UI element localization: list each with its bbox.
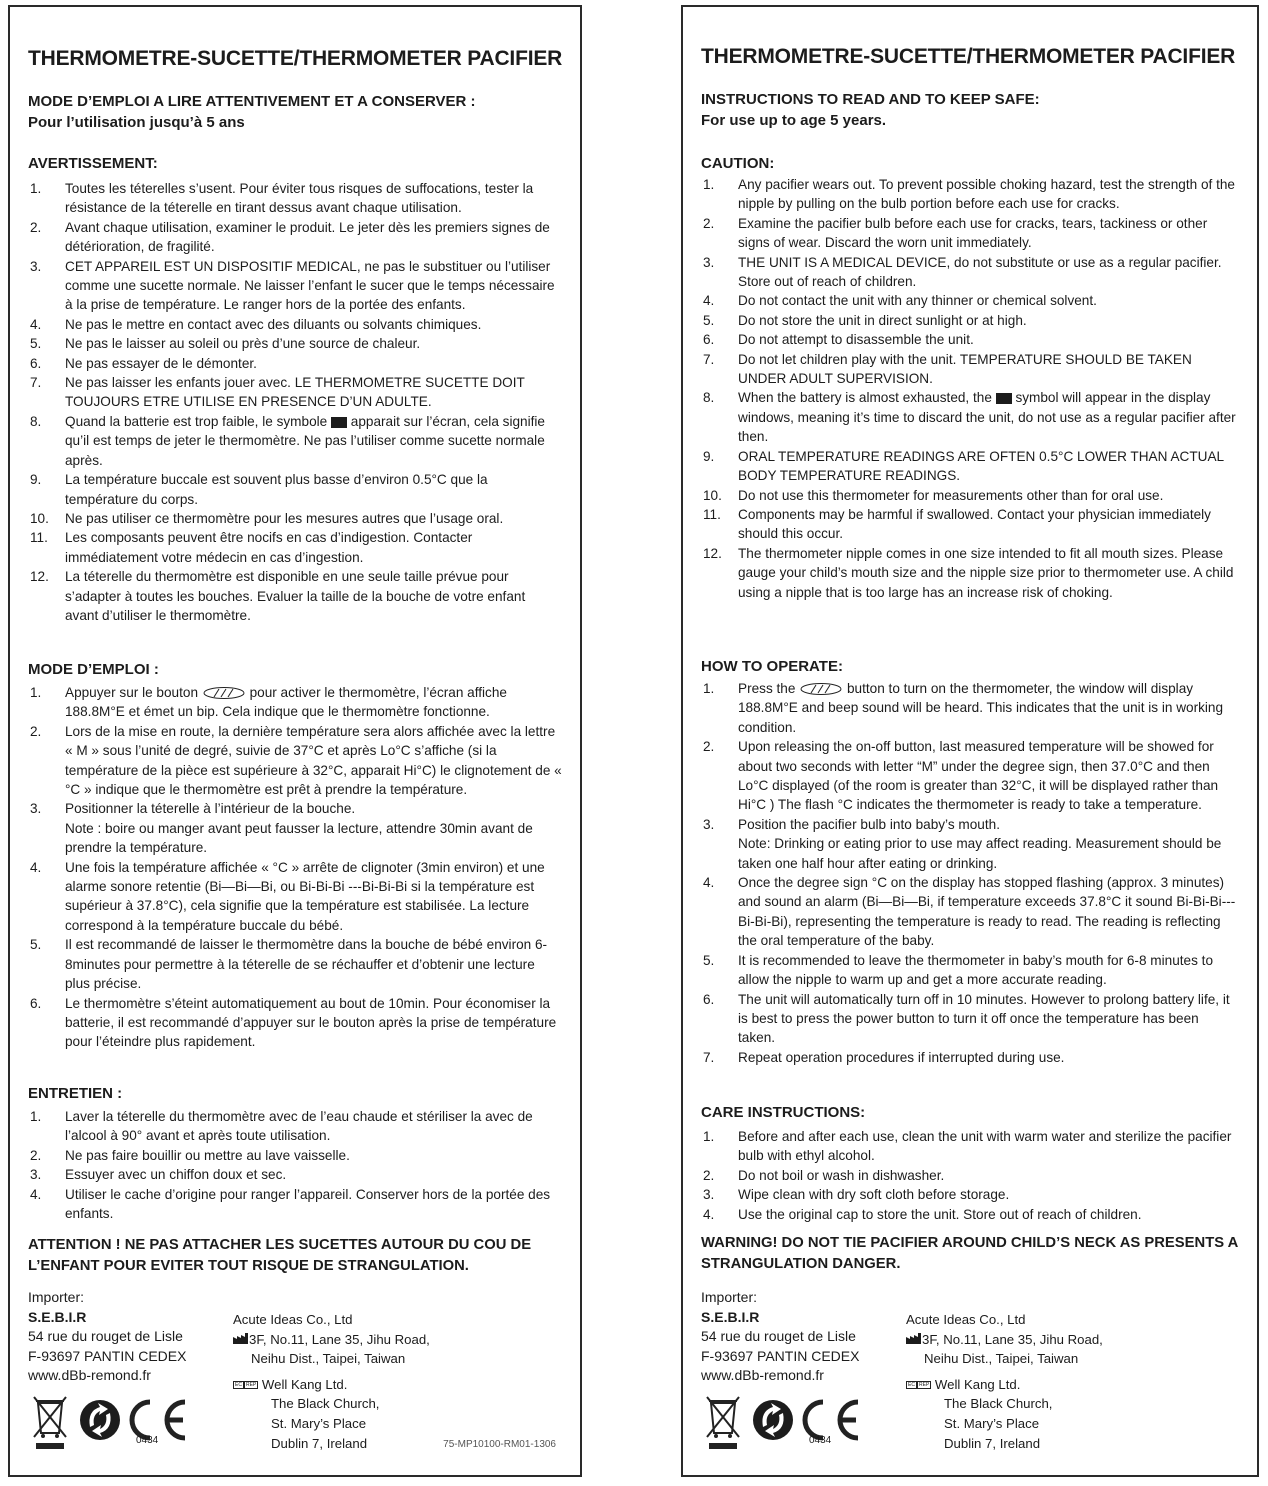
manufacturer-address: Neihu Dist., Taipei, Taiwan bbox=[251, 1351, 406, 1367]
operate-list bbox=[701, 679, 1239, 1067]
list-item: 2. Do not boil or wash in dishwasher. bbox=[703, 1167, 945, 1183]
list-item: 4. Do not contact the unit with any thinner or chemical solvent. bbox=[703, 293, 1097, 309]
regulatory-icons bbox=[32, 1393, 192, 1453]
list-item: 9. La température buccale est souvent plus basse d’environ 0.5°C que la température du corps. bbox=[30, 472, 488, 507]
list-item: 1. Toutes les téterelles s’usent. Pour éviter tous risques de suffocations, tester la résistance de la téterelle en tirant dessus avant chaque utilisation. bbox=[30, 181, 534, 216]
ec-rep-name: Well Kang Ltd. bbox=[261, 1376, 348, 1392]
list-item: 12. The thermometer nipple comes in one size intended to fit all mouth sizes. Please gauge your child’s mouth size and the nipple size prior to thermometer use. A child using a nipple that is too large has an increase risk of choking. bbox=[703, 545, 1234, 600]
left-panel-french bbox=[8, 5, 582, 1477]
list-item: 2. Examine the pacifier bulb before each use for cracks, tears, tackiness or other signs of wear. Discard the worn unit immediately. bbox=[703, 215, 1208, 251]
list-item: 3. Essuyer avec un chiffon doux et sec. bbox=[30, 1167, 287, 1183]
list-item: 6. The unit will automatically turn off in 10 minutes. However to prolong battery life, it is best to press the power button to turn it off once the temperature has been taken. bbox=[703, 991, 1230, 1046]
intro-line: MODE D’EMPLOI A LIRE ATTENTIVEMENT ET A CONSERVER : bbox=[28, 93, 476, 110]
manufacturer-icon bbox=[906, 1333, 922, 1344]
list-item: 3. CET APPAREIL EST UN DISPOSITIF MEDICAL, ne pas le substituer ou l’utiliser comme une sucette normale. Ne laisser l’enfant le sucer que le temps nécessaire à la prise de température. Le ranger hors de la portée des enfants. bbox=[30, 258, 555, 313]
intro bbox=[701, 89, 1040, 131]
importer-web: www.dBb-remond.fr bbox=[701, 1367, 824, 1384]
list-item: 7. Do not let children play with the unit. TEMPERATURE SHOULD BE TAKEN UNDER ADULT SUPERVISION. bbox=[703, 351, 1192, 387]
ec-rep-address: Dublin 7, Ireland bbox=[271, 1435, 368, 1451]
ce-mark-icon bbox=[805, 1402, 858, 1438]
manufacturer-address: 3F, No.11, Lane 35, Jihu Road, bbox=[922, 1331, 1103, 1347]
importer-web: www.dBb-remond.fr bbox=[28, 1367, 151, 1384]
ec-rep-block bbox=[233, 1375, 430, 1453]
ec-rep-address: St. Mary’s Place bbox=[271, 1415, 367, 1431]
importer-label: Importer: bbox=[701, 1289, 758, 1305]
list-item: 10. Ne pas utiliser ce thermomètre pour les mesures autres que l’usage oral. bbox=[30, 510, 504, 526]
importer-label: Importer: bbox=[28, 1289, 85, 1305]
list-item: 5. Il est recommandé de laisser le thermomètre dans la bouche de bébé environ 6-8minutes pour permettre à la téterelle de se réchauffer et d’obtenir une lecture plus précise. bbox=[30, 937, 548, 992]
list-item: 2. Ne pas faire bouillir ou mettre au lave vaisselle. bbox=[30, 1147, 350, 1163]
list-item: 6. Ne pas essayer de le démonter. bbox=[30, 355, 257, 371]
operate-list bbox=[28, 683, 562, 1052]
section-heading-caution: CAUTION: bbox=[701, 155, 775, 172]
list-item: 1. Any pacifier wears out. To prevent possible choking hazard, test the strength of the nipple by pulling on the bulb portion before each use for cracks. bbox=[703, 177, 1235, 212]
list-item: 8. Quand la batterie est trop faible, le symbole apparait sur l’écran, cela signifie qu’il est temps de jeter le thermomètre. Ne pas l’utiliser comme sucette normale après. bbox=[30, 413, 545, 468]
importer-city: F-93697 PANTIN CEDEX bbox=[701, 1347, 860, 1364]
section-heading-operate: MODE D’EMPLOI : bbox=[28, 661, 159, 678]
battery-icon bbox=[996, 393, 1012, 404]
manufacturer-block bbox=[233, 1310, 430, 1453]
intro-line: Pour l’utilisation jusqu’à 5 ans bbox=[28, 114, 245, 131]
importer-company: S.E.B.I.R bbox=[28, 1308, 87, 1325]
button-icon bbox=[202, 686, 246, 700]
list-item: 2. Avant chaque utilisation, examiner le produit. Le jeter dès les premiers signes de détérioration, de fragilité. bbox=[30, 219, 550, 255]
ec-rep-icon: EC REP bbox=[908, 1382, 930, 1389]
battery-icon bbox=[331, 417, 347, 428]
list-item: 9. ORAL TEMPERATURE READINGS ARE OFTEN 0.5°C LOWER THAN ACTUAL BODY TEMPERATURE READINGS. bbox=[703, 448, 1224, 484]
list-item: 1. Laver la téterelle du thermomètre avec de l’eau chaude et stériliser la avec de l’alcool à 90° avant et après toute utilisation. bbox=[30, 1109, 533, 1144]
ec-rep-icon: EC REP bbox=[235, 1382, 257, 1389]
importer-street: 54 rue du rouget de Lisle bbox=[701, 1328, 856, 1345]
list-item: 1. Press the button to turn on the thermometer, the window will display 188.8M°E and beep sound will be heard. This indicates that the unit is in working condition. bbox=[703, 681, 1224, 735]
manufacturer-block bbox=[906, 1310, 1103, 1453]
section-heading-care: CARE INSTRUCTIONS: bbox=[701, 1104, 866, 1121]
notified-body-number: 0434 bbox=[136, 1435, 159, 1446]
ec-rep-address: Dublin 7, Ireland bbox=[944, 1435, 1041, 1451]
ce-mark-icon bbox=[132, 1402, 185, 1438]
section-heading-operate: HOW TO OPERATE: bbox=[701, 658, 843, 675]
list-item: 5. It is recommended to leave the thermometer in baby’s mouth for 6-8 minutes to allow the nipple to warm up and get a more accurate reading. bbox=[703, 952, 1214, 988]
manufacturer-name: Acute Ideas Co., Ltd bbox=[906, 1312, 1026, 1327]
importer-street: 54 rue du rouget de Lisle bbox=[28, 1328, 183, 1345]
page-title: THERMOMETRE-SUCETTE/THERMOMETER PACIFIER bbox=[701, 45, 1236, 68]
list-item: 3. Position the pacifier bulb into baby’s mouth. Note: Drinking or eating prior to use may affect reading. Measurement should be taken one half hour after eating or drinking. bbox=[703, 816, 1222, 871]
ec-rep-address: The Black Church, bbox=[944, 1396, 1053, 1412]
document-reference: 75-MP10100-RM01-1306 bbox=[443, 1439, 556, 1450]
section-heading-care: ENTRETIEN : bbox=[28, 1085, 123, 1102]
manufacturer-address: Neihu Dist., Taipei, Taiwan bbox=[924, 1351, 1079, 1367]
weee-bin-icon bbox=[707, 1397, 739, 1449]
right-panel-english bbox=[681, 5, 1259, 1477]
list-item: 1. Appuyer sur le bouton pour activer le thermomètre, l’écran affiche 188.8M°E et émet un bip. Cela indique que le thermomètre fonctionne. bbox=[30, 685, 507, 720]
list-item: 4. Use the original cap to store the unit. Store out of reach of children. bbox=[703, 1206, 1142, 1222]
intro-line: INSTRUCTIONS TO READ AND TO KEEP SAFE: bbox=[701, 91, 1040, 108]
ec-rep-name: Well Kang Ltd. bbox=[934, 1376, 1021, 1392]
list-item: 4. Une fois la température affichée « °C » arrête de clignoter (3min environ) et une alarme sonore retentie (Bi—Bi—Bi, ou Bi-Bi-Bi ---Bi-Bi-Bi si la température est supérieur à 37.8°C), cela signifie que la température est stabilisée. La lecture correspond à la température buccale du bébé. bbox=[30, 859, 545, 933]
green-dot-icon bbox=[80, 1400, 120, 1440]
list-item: 11. Components may be harmful if swallowed. Contact your physician immediately should this occur. bbox=[703, 506, 1211, 542]
list-item: 3. Wipe clean with dry soft cloth before storage. bbox=[703, 1187, 1010, 1203]
importer-block bbox=[701, 1288, 859, 1386]
page-title: THERMOMETRE-SUCETTE/THERMOMETER PACIFIER bbox=[28, 47, 563, 70]
care-list bbox=[28, 1107, 562, 1223]
list-item: 1. Before and after each use, clean the unit with warm water and sterilize the pacifier bulb with ethyl alcohol. bbox=[703, 1129, 1232, 1164]
section-heading-warnings: AVERTISSEMENT: bbox=[28, 155, 158, 172]
ec-rep-address: The Black Church, bbox=[271, 1396, 380, 1412]
list-item: 8. When the battery is almost exhausted, the symbol will appear in the display windows, meaning it’s time to discard the unit, do not use as a regular pacifier after then. bbox=[703, 390, 1236, 445]
list-item: 2. Lors de la mise en route, la dernière température sera alors affichée avec la lettre « M » sous l’unité de degré, suivie de 37°C et après Lo°C s’affiche (si la température de la pièce est supérieure à 32°C, apparait Hi°C) le clignotement de « °C » indique que le thermomètre est prêt à prendre la température. bbox=[30, 723, 562, 798]
list-item: 5. Do not store the unit in direct sunlight or at high. bbox=[703, 312, 1027, 328]
strangulation-warning: ATTENTION ! NE PAS ATTACHER LES SUCETTES AUTOUR DU COU DE L’ENFANT POUR EVITER TOUT RISQUE DE STRANGULATION. bbox=[28, 1237, 532, 1274]
list-item: 12. La téterelle du thermomètre est disponible en une seule taille prévue pour s’adapter à toutes les bouches. Evaluer la taille de la bouche de votre enfant avant d’utiliser le thermomètre. bbox=[30, 569, 526, 623]
intro-line: For use up to age 5 years. bbox=[701, 112, 887, 129]
regulatory-icons bbox=[705, 1393, 865, 1453]
weee-bin-icon bbox=[34, 1397, 66, 1449]
list-item: 6. Do not attempt to disassemble the unit. bbox=[703, 332, 974, 348]
importer-block bbox=[28, 1288, 186, 1386]
ec-rep-address: St. Mary’s Place bbox=[944, 1415, 1040, 1431]
strangulation-warning: WARNING! DO NOT TIE PACIFIER AROUND CHILD’S NECK AS PRESENTS A STRANGULATION DANGER. bbox=[701, 1235, 1238, 1272]
caution-list bbox=[701, 175, 1239, 602]
list-item: 7. Ne pas laisser les enfants jouer avec. LE THERMOMETRE SUCETTE DOIT TOUJOURS ETRE UTILISE EN PRESENCE D’UN ADULTE. bbox=[30, 375, 525, 410]
green-dot-icon bbox=[753, 1400, 793, 1440]
importer-company: S.E.B.I.R bbox=[701, 1308, 760, 1325]
list-item: 7. Repeat operation procedures if interrupted during use. bbox=[703, 1049, 1065, 1065]
list-item: 5. Ne pas le laisser au soleil ou près d’une source de chaleur. bbox=[30, 336, 421, 352]
list-item: 2. Upon releasing the on-off button, last measured temperature will be showed for about two seconds with letter “M” under the degree sign, then 37.0°C and then Lo°C displayed (of the room is greater than 32°C, it will be displayed rather than Hi°C ) The flash °C indicates the thermometer is ready to take a temperature. bbox=[703, 739, 1219, 813]
list-item: 10. Do not use this thermometer for measurements other than for oral use. bbox=[703, 487, 1164, 503]
ec-rep-block bbox=[906, 1375, 1103, 1453]
list-item: 3. Positionner la téterelle à l’intérieur de la bouche. Note : boire ou manger avant peut fausser la lecture, attendre 30min avant de prendre la température. bbox=[30, 801, 533, 856]
list-item: 4. Once the degree sign °C on the display has stopped flashing (approx. 3 minutes) and sound an alarm (Bi—Bi—Bi, if temperature exceeds 37.8°C it sound Bi-Bi-Bi---Bi-Bi-Bi), representing the temperature is ready to read. The reading is reflecting the oral temperature of the baby. bbox=[703, 875, 1236, 949]
button-icon bbox=[799, 682, 843, 696]
list-item: 4. Utiliser le cache d’origine pour ranger l’appareil. Conserver hors de la portée des enfants. bbox=[30, 1186, 551, 1222]
list-item: 6. Le thermomètre s’éteint automatiquement au bout de 10min. Pour économiser la batterie, il est recommandé d’appuyer sur le bouton après la prise de température pour l’éteindre plus rapidement. bbox=[30, 995, 557, 1050]
manufacturer-name: Acute Ideas Co., Ltd bbox=[233, 1312, 353, 1327]
intro bbox=[28, 91, 476, 133]
manufacturer-icon bbox=[233, 1333, 249, 1344]
list-item: 11. Les composants peuvent être nocifs en cas d’indigestion. Contacter immédiatement votre médecin en cas d’ingestion. bbox=[30, 530, 473, 565]
list-item: 4. Ne pas le mettre en contact avec des diluants ou solvants chimiques. bbox=[30, 316, 482, 332]
importer-city: F-93697 PANTIN CEDEX bbox=[28, 1347, 187, 1364]
list-item: 3. THE UNIT IS A MEDICAL DEVICE, do not substitute or use as a regular pacifier. Store out of reach of children. bbox=[703, 254, 1222, 290]
manufacturer-address: 3F, No.11, Lane 35, Jihu Road, bbox=[249, 1331, 430, 1347]
warnings-list bbox=[28, 179, 562, 625]
notified-body-number: 0434 bbox=[809, 1435, 832, 1446]
care-list bbox=[701, 1127, 1239, 1224]
